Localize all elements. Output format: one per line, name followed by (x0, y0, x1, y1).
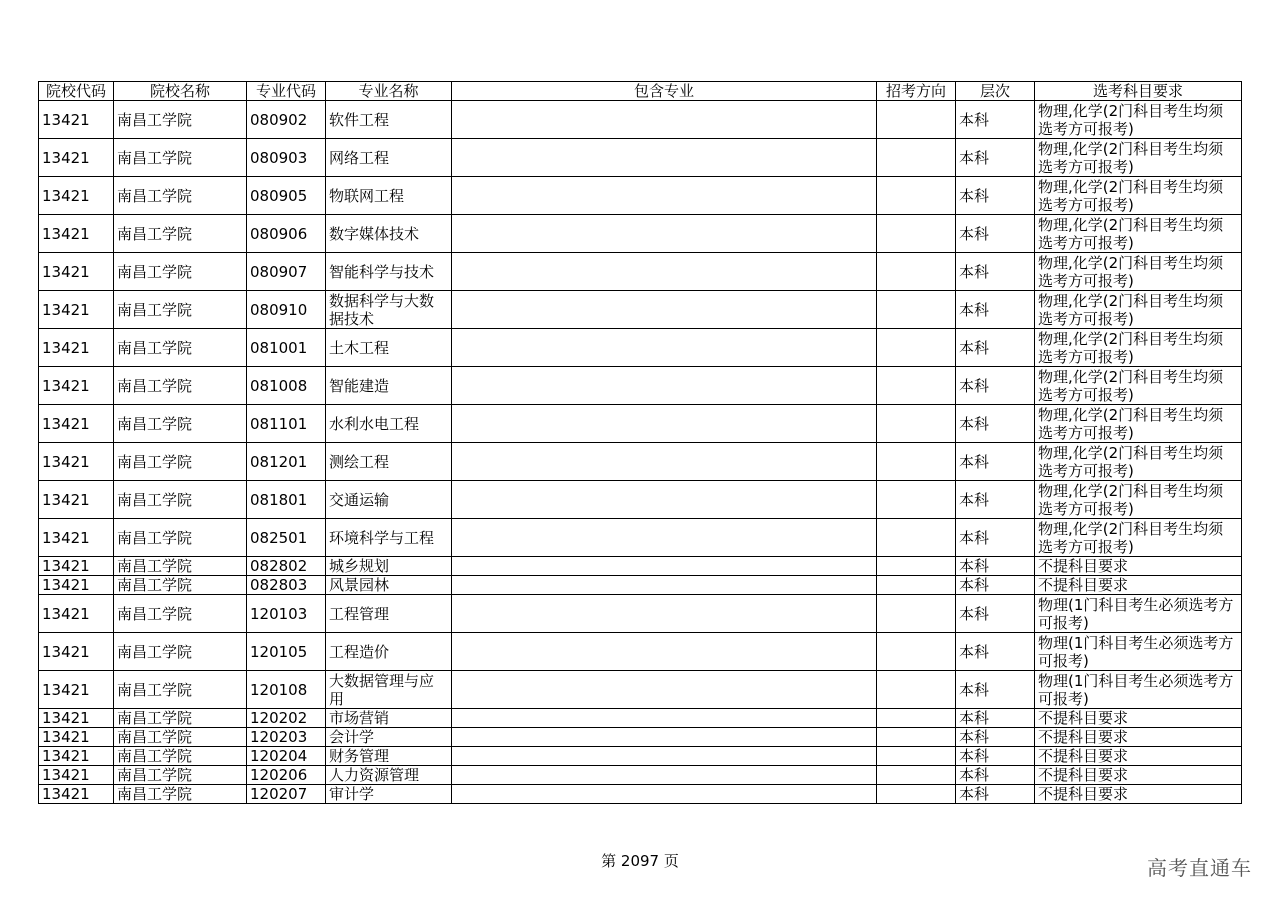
cell-major-code: 120206 (247, 766, 326, 785)
table-row (39, 291, 1242, 329)
cell-school-code: 13421 (39, 785, 114, 804)
cell-school-name: 南昌工学院 (114, 709, 247, 728)
cell-requirement: 物理,化学(2门科目考生均须选考方可报考) (1035, 481, 1242, 519)
cell-direction (877, 728, 956, 747)
cell-included-majors (452, 576, 877, 595)
table-row (39, 728, 1242, 747)
cell-requirement: 物理,化学(2门科目考生均须选考方可报考) (1035, 367, 1242, 405)
cell-direction (877, 291, 956, 329)
header-school-code: 院校代码 (39, 82, 114, 101)
cell-major-name: 测绘工程 (326, 443, 452, 481)
cell-requirement: 物理,化学(2门科目考生均须选考方可报考) (1035, 291, 1242, 329)
cell-school-code: 13421 (39, 405, 114, 443)
table-row (39, 519, 1242, 557)
watermark-text: 高考直通车 (1147, 856, 1252, 880)
cell-requirement: 物理(1门科目考生必须选考方可报考) (1035, 595, 1242, 633)
cell-school-code: 13421 (39, 367, 114, 405)
cell-school-name: 南昌工学院 (114, 177, 247, 215)
cell-requirement: 不提科目要求 (1035, 709, 1242, 728)
cell-included-majors (452, 177, 877, 215)
table-row (39, 747, 1242, 766)
table-row (39, 576, 1242, 595)
cell-level: 本科 (956, 576, 1035, 595)
cell-school-name: 南昌工学院 (114, 481, 247, 519)
cell-included-majors (452, 329, 877, 367)
cell-included-majors (452, 405, 877, 443)
header-requirement: 选考科目要求 (1035, 82, 1242, 101)
cell-direction (877, 329, 956, 367)
cell-school-name: 南昌工学院 (114, 101, 247, 139)
cell-school-code: 13421 (39, 766, 114, 785)
table-row (39, 443, 1242, 481)
cell-school-code: 13421 (39, 139, 114, 177)
table-row (39, 177, 1242, 215)
cell-school-code: 13421 (39, 595, 114, 633)
cell-included-majors (452, 747, 877, 766)
cell-direction (877, 595, 956, 633)
cell-included-majors (452, 633, 877, 671)
table-row (39, 633, 1242, 671)
cell-major-code: 120105 (247, 633, 326, 671)
header-school-name: 院校名称 (114, 82, 247, 101)
cell-level: 本科 (956, 253, 1035, 291)
table-row (39, 367, 1242, 405)
cell-major-name: 物联网工程 (326, 177, 452, 215)
cell-major-name: 人力资源管理 (326, 766, 452, 785)
cell-level: 本科 (956, 481, 1035, 519)
cell-major-code: 120108 (247, 671, 326, 709)
table-row (39, 215, 1242, 253)
cell-major-code: 120203 (247, 728, 326, 747)
cell-level: 本科 (956, 367, 1035, 405)
cell-direction (877, 766, 956, 785)
cell-school-name: 南昌工学院 (114, 633, 247, 671)
cell-included-majors (452, 291, 877, 329)
cell-school-name: 南昌工学院 (114, 785, 247, 804)
cell-direction (877, 576, 956, 595)
cell-level: 本科 (956, 329, 1035, 367)
cell-school-code: 13421 (39, 557, 114, 576)
cell-major-name: 智能建造 (326, 367, 452, 405)
cell-level: 本科 (956, 519, 1035, 557)
cell-major-name: 水利水电工程 (326, 405, 452, 443)
cell-major-code: 120204 (247, 747, 326, 766)
cell-school-code: 13421 (39, 443, 114, 481)
cell-school-code: 13421 (39, 481, 114, 519)
cell-included-majors (452, 367, 877, 405)
cell-requirement: 物理,化学(2门科目考生均须选考方可报考) (1035, 253, 1242, 291)
cell-requirement: 不提科目要求 (1035, 728, 1242, 747)
cell-major-code: 080903 (247, 139, 326, 177)
cell-level: 本科 (956, 177, 1035, 215)
cell-school-name: 南昌工学院 (114, 215, 247, 253)
cell-direction (877, 785, 956, 804)
cell-school-code: 13421 (39, 101, 114, 139)
cell-major-code: 081101 (247, 405, 326, 443)
cell-direction (877, 481, 956, 519)
cell-level: 本科 (956, 291, 1035, 329)
cell-major-name: 土木工程 (326, 329, 452, 367)
cell-major-code: 080907 (247, 253, 326, 291)
cell-school-name: 南昌工学院 (114, 329, 247, 367)
cell-level: 本科 (956, 557, 1035, 576)
cell-direction (877, 709, 956, 728)
cell-major-code: 081801 (247, 481, 326, 519)
cell-requirement: 物理,化学(2门科目考生均须选考方可报考) (1035, 519, 1242, 557)
cell-major-name: 网络工程 (326, 139, 452, 177)
cell-school-name: 南昌工学院 (114, 728, 247, 747)
cell-major-code: 120207 (247, 785, 326, 804)
cell-major-name: 审计学 (326, 785, 452, 804)
cell-school-name: 南昌工学院 (114, 519, 247, 557)
cell-school-name: 南昌工学院 (114, 291, 247, 329)
cell-level: 本科 (956, 671, 1035, 709)
cell-major-code: 120202 (247, 709, 326, 728)
table-row (39, 253, 1242, 291)
cell-major-name: 大数据管理与应用 (326, 671, 452, 709)
cell-school-code: 13421 (39, 728, 114, 747)
cell-major-name: 工程造价 (326, 633, 452, 671)
header-level: 层次 (956, 82, 1035, 101)
cell-included-majors (452, 557, 877, 576)
cell-major-name: 会计学 (326, 728, 452, 747)
cell-included-majors (452, 481, 877, 519)
cell-requirement: 不提科目要求 (1035, 785, 1242, 804)
cell-included-majors (452, 101, 877, 139)
table-row (39, 329, 1242, 367)
cell-school-name: 南昌工学院 (114, 671, 247, 709)
cell-school-code: 13421 (39, 519, 114, 557)
cell-school-name: 南昌工学院 (114, 766, 247, 785)
cell-major-name: 智能科学与技术 (326, 253, 452, 291)
cell-direction (877, 215, 956, 253)
header-included-majors: 包含专业 (452, 82, 877, 101)
cell-school-name: 南昌工学院 (114, 405, 247, 443)
table-row (39, 557, 1242, 576)
cell-school-name: 南昌工学院 (114, 443, 247, 481)
cell-direction (877, 633, 956, 671)
cell-major-code: 080906 (247, 215, 326, 253)
cell-major-name: 财务管理 (326, 747, 452, 766)
cell-included-majors (452, 253, 877, 291)
table-row (39, 709, 1242, 728)
cell-school-code: 13421 (39, 576, 114, 595)
table-row (39, 405, 1242, 443)
cell-major-name: 数字媒体技术 (326, 215, 452, 253)
header-major-code: 专业代码 (247, 82, 326, 101)
cell-requirement: 不提科目要求 (1035, 747, 1242, 766)
table-header-row (39, 82, 1242, 101)
cell-direction (877, 139, 956, 177)
cell-school-code: 13421 (39, 253, 114, 291)
cell-level: 本科 (956, 728, 1035, 747)
cell-requirement: 物理(1门科目考生必须选考方可报考) (1035, 671, 1242, 709)
cell-requirement: 物理,化学(2门科目考生均须选考方可报考) (1035, 177, 1242, 215)
cell-major-name: 工程管理 (326, 595, 452, 633)
table-row (39, 785, 1242, 804)
cell-school-name: 南昌工学院 (114, 595, 247, 633)
cell-direction (877, 367, 956, 405)
cell-major-name: 市场营销 (326, 709, 452, 728)
cell-school-code: 13421 (39, 177, 114, 215)
cell-level: 本科 (956, 633, 1035, 671)
cell-major-code: 080902 (247, 101, 326, 139)
cell-requirement: 物理,化学(2门科目考生均须选考方可报考) (1035, 443, 1242, 481)
cell-major-code: 082802 (247, 557, 326, 576)
admission-table (38, 81, 1242, 804)
cell-major-code: 081001 (247, 329, 326, 367)
cell-requirement: 不提科目要求 (1035, 557, 1242, 576)
cell-major-code: 082803 (247, 576, 326, 595)
cell-school-name: 南昌工学院 (114, 139, 247, 177)
cell-level: 本科 (956, 443, 1035, 481)
cell-requirement: 不提科目要求 (1035, 766, 1242, 785)
cell-major-code: 080905 (247, 177, 326, 215)
table-row (39, 481, 1242, 519)
cell-level: 本科 (956, 101, 1035, 139)
cell-school-code: 13421 (39, 671, 114, 709)
cell-level: 本科 (956, 766, 1035, 785)
cell-included-majors (452, 709, 877, 728)
cell-requirement: 物理,化学(2门科目考生均须选考方可报考) (1035, 139, 1242, 177)
cell-school-code: 13421 (39, 291, 114, 329)
cell-major-name: 交通运输 (326, 481, 452, 519)
cell-included-majors (452, 595, 877, 633)
cell-included-majors (452, 519, 877, 557)
cell-included-majors (452, 671, 877, 709)
cell-direction (877, 177, 956, 215)
cell-major-name: 风景园林 (326, 576, 452, 595)
cell-school-name: 南昌工学院 (114, 367, 247, 405)
cell-school-code: 13421 (39, 633, 114, 671)
cell-requirement: 物理,化学(2门科目考生均须选考方可报考) (1035, 405, 1242, 443)
cell-school-name: 南昌工学院 (114, 576, 247, 595)
cell-school-code: 13421 (39, 329, 114, 367)
cell-direction (877, 253, 956, 291)
cell-major-code: 081201 (247, 443, 326, 481)
cell-direction (877, 747, 956, 766)
cell-direction (877, 671, 956, 709)
table-row (39, 595, 1242, 633)
cell-major-code: 120103 (247, 595, 326, 633)
header-direction: 招考方向 (877, 82, 956, 101)
page-number: 第 2097 页 (601, 852, 679, 870)
cell-level: 本科 (956, 139, 1035, 177)
cell-school-name: 南昌工学院 (114, 557, 247, 576)
cell-included-majors (452, 443, 877, 481)
cell-level: 本科 (956, 405, 1035, 443)
cell-included-majors (452, 766, 877, 785)
table-body (39, 101, 1242, 804)
cell-major-name: 数据科学与大数据技术 (326, 291, 452, 329)
cell-major-name: 环境科学与工程 (326, 519, 452, 557)
cell-direction (877, 405, 956, 443)
cell-direction (877, 443, 956, 481)
cell-requirement: 物理(1门科目考生必须选考方可报考) (1035, 633, 1242, 671)
cell-direction (877, 557, 956, 576)
cell-level: 本科 (956, 709, 1035, 728)
cell-direction (877, 519, 956, 557)
cell-level: 本科 (956, 215, 1035, 253)
cell-major-code: 081008 (247, 367, 326, 405)
header-major-name: 专业名称 (326, 82, 452, 101)
cell-school-code: 13421 (39, 709, 114, 728)
cell-included-majors (452, 215, 877, 253)
cell-included-majors (452, 785, 877, 804)
table-row (39, 101, 1242, 139)
cell-school-code: 13421 (39, 215, 114, 253)
cell-direction (877, 101, 956, 139)
cell-requirement: 物理,化学(2门科目考生均须选考方可报考) (1035, 329, 1242, 367)
cell-requirement: 物理,化学(2门科目考生均须选考方可报考) (1035, 101, 1242, 139)
cell-major-name: 城乡规划 (326, 557, 452, 576)
cell-requirement: 不提科目要求 (1035, 576, 1242, 595)
cell-included-majors (452, 728, 877, 747)
table-row (39, 766, 1242, 785)
table-row (39, 671, 1242, 709)
cell-major-code: 080910 (247, 291, 326, 329)
cell-major-code: 082501 (247, 519, 326, 557)
table-row (39, 139, 1242, 177)
cell-school-code: 13421 (39, 747, 114, 766)
cell-school-name: 南昌工学院 (114, 253, 247, 291)
cell-requirement: 物理,化学(2门科目考生均须选考方可报考) (1035, 215, 1242, 253)
cell-school-name: 南昌工学院 (114, 747, 247, 766)
cell-major-name: 软件工程 (326, 101, 452, 139)
cell-level: 本科 (956, 747, 1035, 766)
cell-level: 本科 (956, 595, 1035, 633)
cell-included-majors (452, 139, 877, 177)
cell-level: 本科 (956, 785, 1035, 804)
